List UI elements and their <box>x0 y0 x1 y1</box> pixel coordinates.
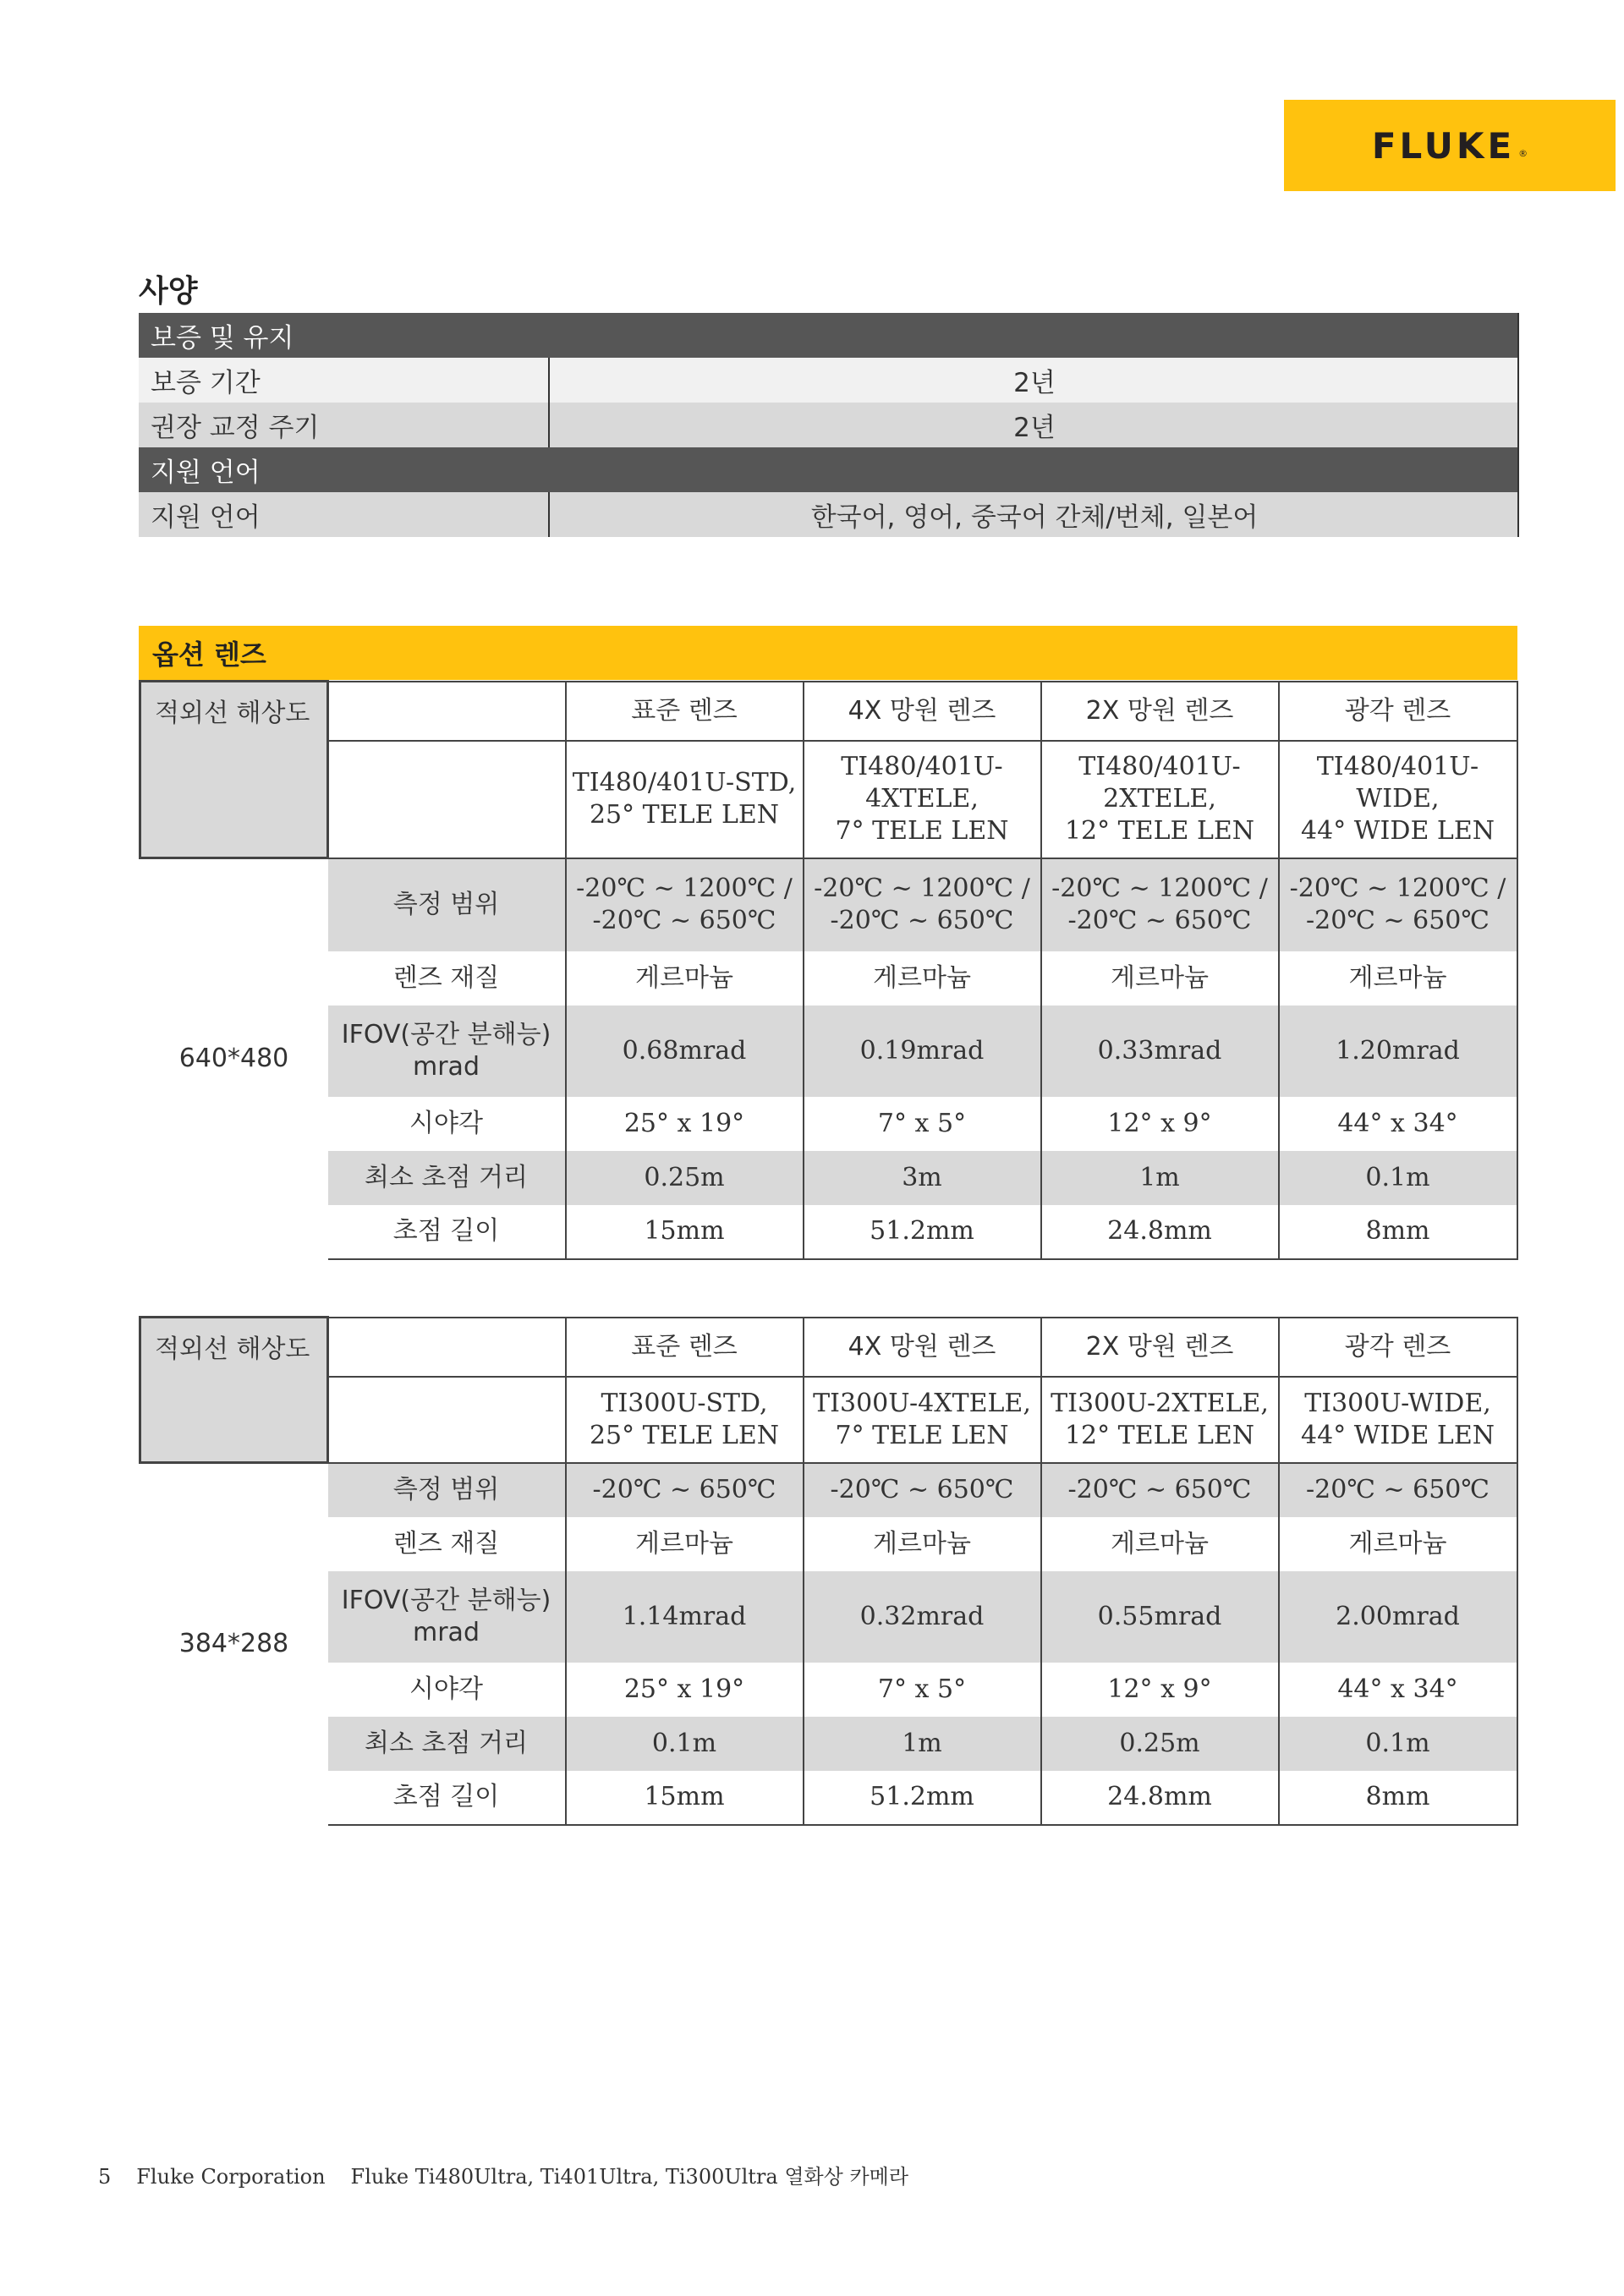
ifov-cell: 1.14mrad <box>566 1571 804 1663</box>
range-cell <box>804 858 1041 951</box>
spec-title: 사양 <box>139 274 198 309</box>
param-label: 렌즈 재질 <box>328 1517 566 1571</box>
focal-cell: 24.8mm <box>1041 1771 1279 1825</box>
fov-cell: 25° x 19° <box>566 1097 804 1151</box>
registered-mark: ® <box>1518 147 1528 159</box>
spec-section-header: 보증 및 유지 <box>139 313 1519 358</box>
resolution-value: 384*288 <box>178 1629 289 1659</box>
logo-text: FLUKE <box>1371 124 1516 167</box>
min-focus-cell: 0.1m <box>1279 1717 1517 1771</box>
param-line: mrad <box>413 1051 480 1082</box>
fluke-logo <box>1284 100 1616 191</box>
lens-header: 광각 렌즈 <box>1279 1318 1517 1377</box>
material-cell: 게르마늄 <box>1041 951 1279 1006</box>
param-line: IFOV(공간 분해능) <box>341 1585 551 1615</box>
model-cell <box>566 1377 804 1463</box>
fov-cell: 12° x 9° <box>1041 1663 1279 1717</box>
model-cell <box>1041 741 1279 858</box>
min-focus-cell: 0.1m <box>566 1717 804 1771</box>
lens-header: 2X 망원 렌즈 <box>1041 682 1279 741</box>
lens-table-384 <box>139 1316 1518 1826</box>
lens-header: 2X 망원 렌즈 <box>1041 1318 1279 1377</box>
model-line: TI480/401U- <box>1078 752 1241 781</box>
min-focus-cell: 1m <box>804 1717 1041 1771</box>
header-blank <box>328 1318 566 1377</box>
spec-right-border <box>1517 313 1519 537</box>
lens-header: 표준 렌즈 <box>566 682 804 741</box>
param-label: 렌즈 재질 <box>328 951 566 1006</box>
spec-key: 보증 기간 <box>139 358 550 403</box>
ifov-cell: 0.32mrad <box>804 1571 1041 1663</box>
material-cell: 게르마늄 <box>804 951 1041 1006</box>
focal-cell: 24.8mm <box>1041 1205 1279 1259</box>
range-line: -20℃ ~ 650℃ <box>830 906 1014 935</box>
fov-cell: 7° x 5° <box>804 1663 1041 1717</box>
spec-key: 권장 교정 주기 <box>139 403 550 447</box>
model-line: 4XTELE, <box>865 784 979 814</box>
param-label: 최소 초점 거리 <box>328 1151 566 1205</box>
model-line: TI480/401U- <box>841 752 1003 781</box>
focal-cell: 51.2mm <box>804 1771 1041 1825</box>
ir-resolution-label: 적외선 해상도 <box>140 1318 328 1463</box>
lens-table-640 <box>139 680 1518 1260</box>
page-footer <box>98 2160 934 2189</box>
model-line: 2XTELE, <box>1103 784 1216 814</box>
model-line: 44° WIDE LEN <box>1301 816 1495 846</box>
range-line: -20℃ ~ 1200℃ / <box>1289 874 1506 903</box>
material-cell: 게르마늄 <box>566 1517 804 1571</box>
company-name: Fluke Corporation <box>136 2165 326 2189</box>
spec-row <box>139 492 1519 537</box>
model-line: TI300U-4XTELE, <box>813 1388 1031 1418</box>
ifov-cell: 1.20mrad <box>1279 1006 1517 1097</box>
model-line: TI480/401U- <box>1316 752 1479 781</box>
min-focus-cell: 0.25m <box>1041 1717 1279 1771</box>
document-title: Fluke Ti480Ultra, Ti401Ultra, Ti300Ultra 열화상 카메라 <box>350 2165 909 2189</box>
ifov-cell: 0.68mrad <box>566 1006 804 1097</box>
range-cell: -20℃ ~ 650℃ <box>1041 1463 1279 1517</box>
model-line: TI300U-WIDE, <box>1304 1388 1491 1418</box>
lens-header: 4X 망원 렌즈 <box>804 682 1041 741</box>
range-line: -20℃ ~ 650℃ <box>592 906 776 935</box>
min-focus-cell: 0.25m <box>566 1151 804 1205</box>
fov-cell: 12° x 9° <box>1041 1097 1279 1151</box>
range-cell <box>1279 858 1517 951</box>
material-cell: 게르마늄 <box>804 1517 1041 1571</box>
model-cell <box>1041 1377 1279 1463</box>
resolution-value: 640*480 <box>178 1044 289 1074</box>
param-label: 측정 범위 <box>328 1463 566 1517</box>
fov-cell: 44° x 34° <box>1279 1663 1517 1717</box>
focal-cell: 15mm <box>566 1771 804 1825</box>
param-label: 측정 범위 <box>328 858 566 951</box>
param-label: 시야각 <box>328 1663 566 1717</box>
param-label: 최소 초점 거리 <box>328 1717 566 1771</box>
model-cell <box>804 1377 1041 1463</box>
material-cell: 게르마늄 <box>1279 1517 1517 1571</box>
spec-section-header: 지원 언어 <box>139 447 1519 492</box>
ir-resolution-label: 적외선 해상도 <box>140 682 328 858</box>
focal-cell: 8mm <box>1279 1205 1517 1259</box>
material-cell: 게르마늄 <box>1279 951 1517 1006</box>
spec-key: 지원 언어 <box>139 492 550 537</box>
min-focus-cell: 3m <box>804 1151 1041 1205</box>
min-focus-cell: 0.1m <box>1279 1151 1517 1205</box>
param-label <box>328 1006 566 1097</box>
min-focus-cell: 1m <box>1041 1151 1279 1205</box>
material-cell: 게르마늄 <box>1041 1517 1279 1571</box>
model-line: TI300U-STD, <box>601 1388 768 1418</box>
focal-cell: 51.2mm <box>804 1205 1041 1259</box>
model-line: 7° TELE LEN <box>835 1420 1009 1450</box>
param-label: 초점 길이 <box>328 1771 566 1825</box>
spec-value: 한국어, 영어, 중국어 간체/번체, 일본어 <box>810 502 1259 533</box>
header-blank <box>328 682 566 741</box>
param-line: mrad <box>413 1617 480 1647</box>
lens-header: 광각 렌즈 <box>1279 682 1517 741</box>
range-line: -20℃ ~ 1200℃ / <box>1051 874 1268 903</box>
model-line: TI480/401U-STD, <box>572 768 797 797</box>
range-cell <box>1041 858 1279 951</box>
range-cell <box>566 858 804 951</box>
model-cell <box>1279 741 1517 858</box>
model-line: TI300U-2XTELE, <box>1051 1388 1269 1418</box>
ifov-cell: 0.19mrad <box>804 1006 1041 1097</box>
range-line: -20℃ ~ 1200℃ / <box>814 874 1030 903</box>
fov-cell: 44° x 34° <box>1279 1097 1517 1151</box>
material-cell: 게르마늄 <box>566 951 804 1006</box>
model-line: 25° TELE LEN <box>589 1420 780 1450</box>
model-line: 7° TELE LEN <box>835 816 1009 846</box>
range-line: -20℃ ~ 650℃ <box>1067 906 1252 935</box>
fov-cell: 7° x 5° <box>804 1097 1041 1151</box>
param-label: 초점 길이 <box>328 1205 566 1259</box>
focal-cell: 8mm <box>1279 1771 1517 1825</box>
range-line: -20℃ ~ 1200℃ / <box>576 874 793 903</box>
focal-cell: 15mm <box>566 1205 804 1259</box>
model-cell <box>1279 1377 1517 1463</box>
spec-row <box>139 403 1519 447</box>
model-cell <box>804 741 1041 858</box>
fov-cell: 25° x 19° <box>566 1663 804 1717</box>
param-label <box>328 1571 566 1663</box>
model-blank <box>328 1377 566 1463</box>
lens-section-title: 옵션 렌즈 <box>139 626 1517 680</box>
lens-header: 표준 렌즈 <box>566 1318 804 1377</box>
range-cell: -20℃ ~ 650℃ <box>1279 1463 1517 1517</box>
param-line: IFOV(공간 분해능) <box>341 1019 551 1049</box>
model-blank <box>328 741 566 858</box>
model-line: 25° TELE LEN <box>589 800 780 830</box>
spec-row <box>139 358 1519 403</box>
ifov-cell: 0.33mrad <box>1041 1006 1279 1097</box>
model-line: WIDE, <box>1356 784 1440 814</box>
model-line: 44° WIDE LEN <box>1301 1420 1495 1450</box>
range-cell: -20℃ ~ 650℃ <box>804 1463 1041 1517</box>
model-cell <box>566 741 804 858</box>
range-cell: -20℃ ~ 650℃ <box>566 1463 804 1517</box>
ifov-cell: 0.55mrad <box>1041 1571 1279 1663</box>
param-label: 시야각 <box>328 1097 566 1151</box>
spec-value: 2년 <box>1013 413 1056 443</box>
ifov-cell: 2.00mrad <box>1279 1571 1517 1663</box>
model-line: 12° TELE LEN <box>1064 816 1255 846</box>
model-line: 12° TELE LEN <box>1064 1420 1255 1450</box>
page-number: 5 <box>98 2165 112 2189</box>
spec-value: 2년 <box>1013 368 1056 398</box>
range-line: -20℃ ~ 650℃ <box>1306 906 1490 935</box>
lens-header: 4X 망원 렌즈 <box>804 1318 1041 1377</box>
spec-table <box>139 313 1519 537</box>
